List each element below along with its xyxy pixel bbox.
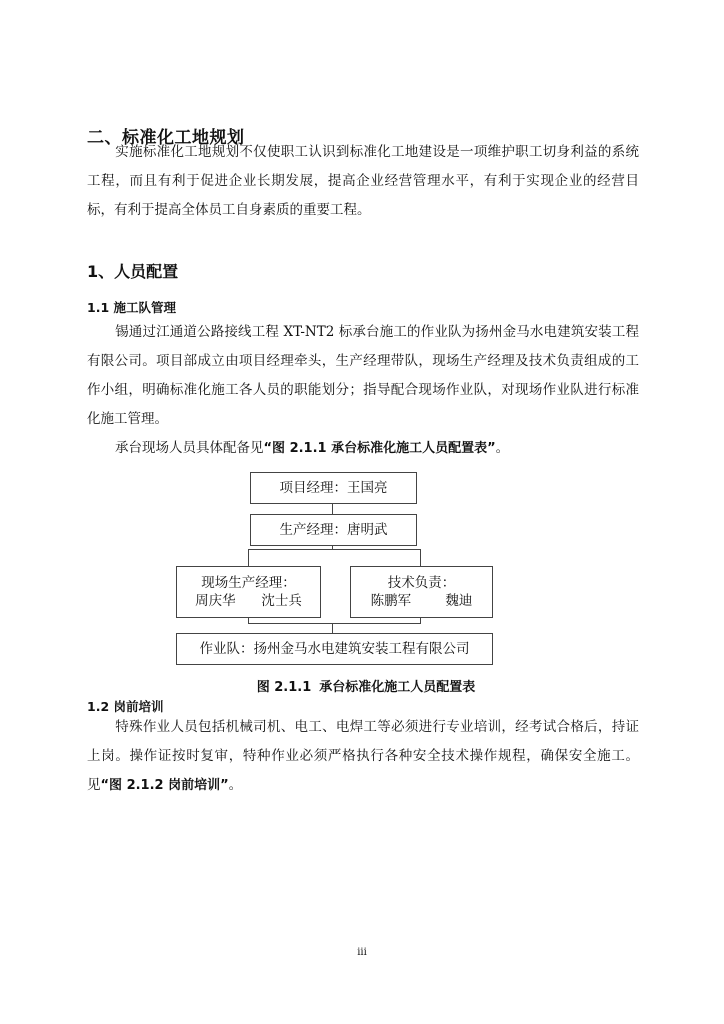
project-manager-box: 项目经理：王国亮 [250, 472, 417, 504]
connector-line [420, 549, 421, 566]
production-manager-box: 生产经理：唐明武 [250, 514, 417, 546]
connector-line [248, 549, 249, 566]
connector-line [332, 623, 333, 633]
figure-caption [0, 676, 724, 695]
site-manager-names: 周庆华 沈士兵 [195, 593, 302, 609]
tech-lead-title: 技术负责： [387, 575, 456, 591]
staffing-suffix: 。 [495, 440, 510, 456]
figure-reference: “图 2.1.1 承台标准化施工人员配置表” [263, 441, 496, 456]
figure-caption-number: 图 2.1.1 [256, 680, 312, 695]
work-team-box: 作业队：扬州金马水电建筑安装工程有限公司 [176, 633, 493, 665]
team-management-paragraph [87, 318, 639, 434]
staffing-reference-paragraph [87, 434, 639, 463]
training-paragraph [87, 713, 639, 800]
training-text: 特殊作业人员包括机械司机、电工、电焊工等必须进行专业培训，经考试合格后，持证上岗。操作证按时复审，特种作业必须严格执行各种安全技术操作规程，确保安全施工。见 [87, 719, 639, 793]
intro-paragraph [87, 138, 639, 225]
team-management-text: 锡通过江通道公路接线工程 XT-NT2 标承台施工的作业队为扬州金马水电建筑安装工程有限公司。项目部成立由项目经理牵头，生产经理带队，现场生产经理及技术负责组成的工作小组，明确标准化施工各人员的职能划分；指导配合现场作业队，对现场作业队进行标准化施工管理。 [87, 324, 639, 427]
section-heading: 二、标准化工地规划 [87, 128, 245, 148]
intro-text: 实施标准化工地规划不仅使职工认识到标准化工地建设是一项维护职工切身利益的系统工程，而且有利于促进企业长期发展，提高企业经营管理水平，有利于实现企业的经营目标，有利于提高全体员工自身素质的重要工程。 [87, 144, 639, 218]
page-number: iii [357, 947, 367, 958]
staffing-prefix: 承台现场人员具体配备见 [115, 440, 264, 456]
connector-line [332, 504, 333, 514]
site-manager-title: 现场生产经理： [201, 575, 296, 591]
training-suffix: 。 [228, 777, 243, 793]
training-figure-reference: “图 2.1.2 岗前培训” [100, 778, 229, 793]
figure-caption-text: 承台标准化施工人员配置表 [319, 680, 476, 695]
site-manager-box [176, 566, 321, 618]
tech-lead-names: 陈鹏军 魏迪 [370, 593, 473, 609]
tech-lead-box [350, 566, 493, 618]
subsection-heading-1-1: 1.1 施工队管理 [87, 300, 176, 315]
connector-line [248, 623, 421, 624]
connector-line [248, 549, 420, 550]
subsection-heading-1: 1、人员配置 [87, 262, 179, 281]
subsection-heading-1-2: 1.2 岗前培训 [87, 699, 164, 714]
